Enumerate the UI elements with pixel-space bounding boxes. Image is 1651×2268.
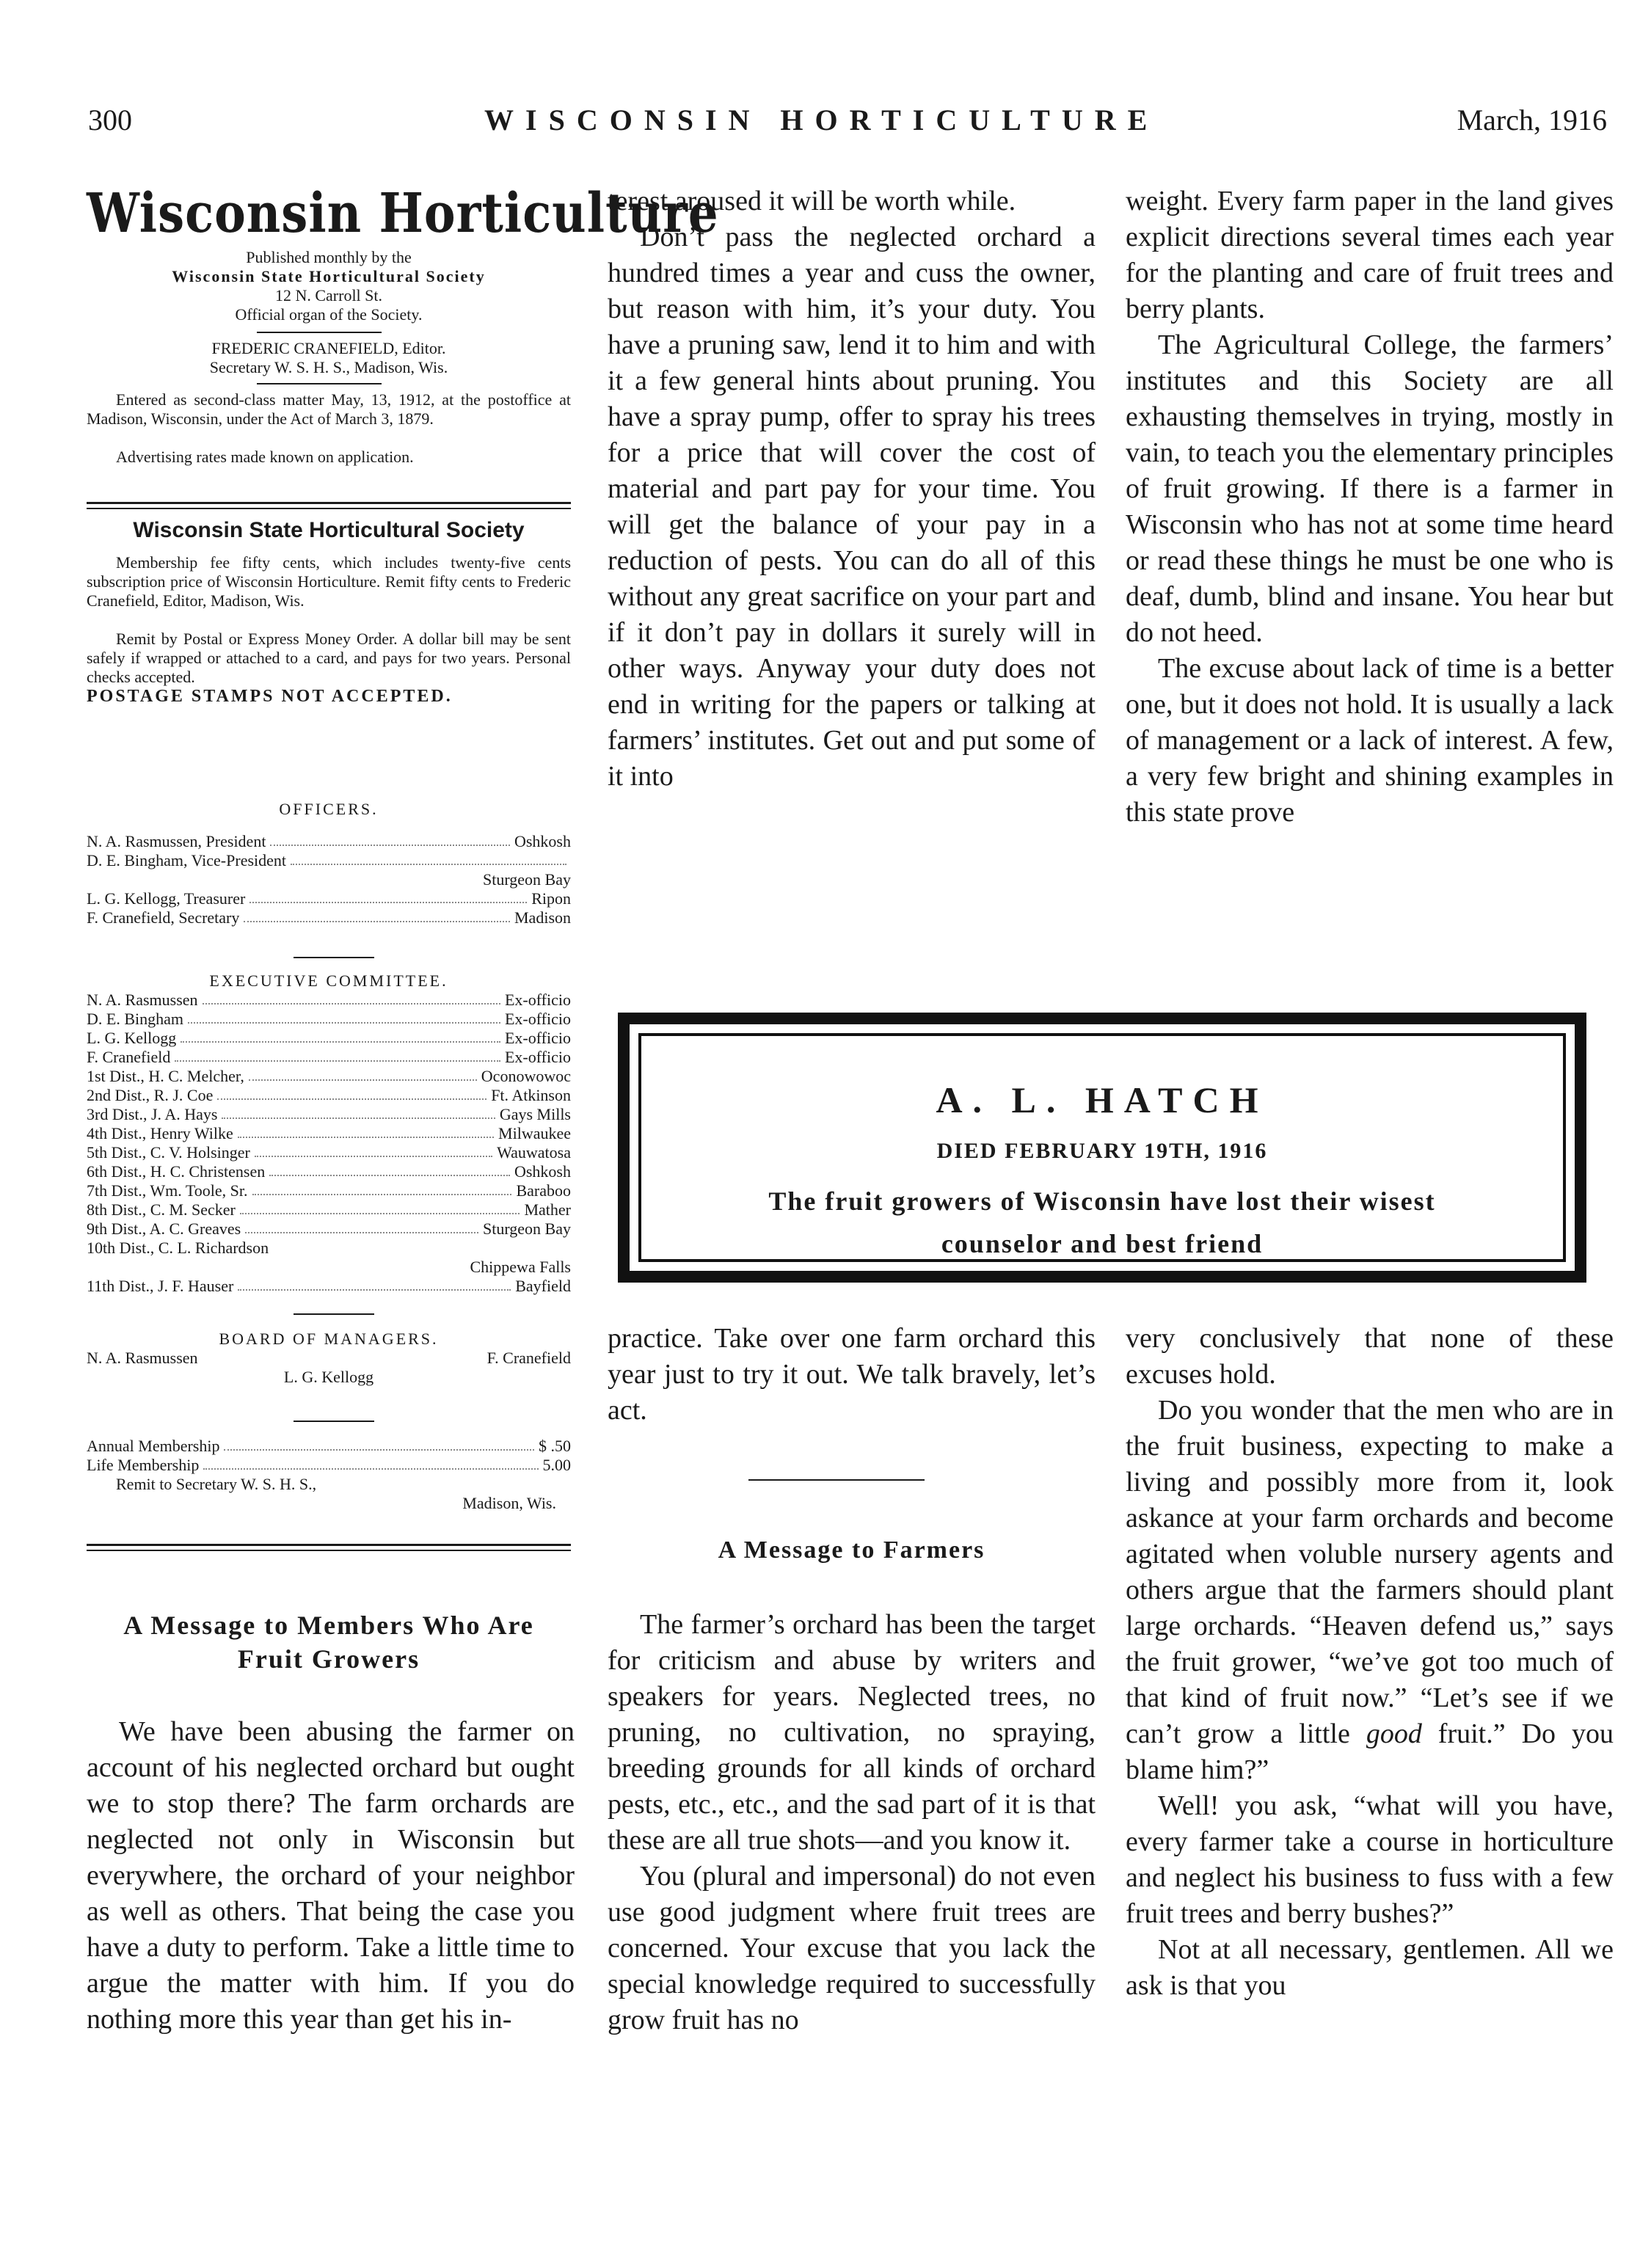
article1-continued bbox=[608, 183, 1096, 795]
advertising-notice: Advertising rates made known on application. bbox=[116, 448, 414, 466]
officers-list bbox=[87, 832, 571, 927]
board-list bbox=[87, 1349, 571, 1387]
masthead-title: Wisconsin Horticulture bbox=[87, 182, 719, 246]
officers-heading: OFFICERS. bbox=[279, 800, 379, 818]
fee-row: Life Membership 5.00 bbox=[87, 1456, 571, 1474]
board-center: L. G. Kellogg bbox=[283, 1368, 374, 1386]
article1-body bbox=[87, 1714, 575, 2038]
publisher-block bbox=[87, 248, 571, 324]
committee-row: D. E. Bingham Ex-officio bbox=[87, 1010, 571, 1028]
committee-row: 6th Dist., H. C. Christensen Oshkosh bbox=[87, 1162, 571, 1181]
committee-row: L. G. Kellogg Ex-officio bbox=[87, 1029, 571, 1047]
double-rule bbox=[87, 1550, 571, 1551]
memorial-name: A. L. HATCH bbox=[936, 1079, 1269, 1120]
article2-heading: A Message to Farmers bbox=[718, 1536, 985, 1564]
stamps-notice: POSTAGE STAMPS NOT ACCEPTED. bbox=[87, 687, 453, 706]
entered-notice: Entered as second-class matter May, 13, 1912, at the postoffice at Madison, Wisconsin, under the Act of March 3, 1879. bbox=[87, 390, 571, 428]
officer-row: N. A. Rasmussen, President Oshkosh bbox=[87, 832, 571, 850]
double-rule bbox=[87, 508, 571, 509]
officer-row: Sturgeon Bay bbox=[483, 870, 571, 889]
article1-paragraph: terest aroused it will be worth while. bbox=[608, 186, 1016, 216]
officer-row: L. G. Kellogg, Treasurer Ripon bbox=[87, 889, 571, 908]
officer-row: D. E. Bingham, Vice-President bbox=[87, 851, 571, 870]
article2-paragraph: weight. Every farm paper in the land gives explicit directions several times each year for the planting and care of fruit trees and berry plants. bbox=[1126, 186, 1614, 324]
society-name-line: Wisconsin State Horticultural Society bbox=[172, 267, 486, 285]
article2-paragraph: Not at all necessary, gentlemen. All we ask is that you bbox=[1126, 1934, 1614, 2001]
committee-row: Chippewa Falls bbox=[470, 1258, 571, 1276]
memorial-date: DIED FEBRUARY 19TH, 1916 bbox=[936, 1139, 1268, 1163]
committee-row: 2nd Dist., R. J. Coe Ft. Atkinson bbox=[87, 1086, 571, 1104]
memorial-notice bbox=[618, 1013, 1586, 1283]
committee-row: 5th Dist., C. V. Holsinger Wauwatosa bbox=[87, 1143, 571, 1162]
divider bbox=[257, 332, 382, 333]
committee-row: 7th Dist., Wm. Toole, Sr. Baraboo bbox=[87, 1181, 571, 1200]
article1-end bbox=[608, 1321, 1096, 1429]
article2-continued bbox=[1126, 183, 1614, 831]
committee-row: 11th Dist., J. F. Hauser Bayfield bbox=[87, 1277, 571, 1295]
committee-row: N. A. Rasmussen Ex-officio bbox=[87, 991, 571, 1009]
article1-paragraph: We have been abusing the farmer on account of his neglected orchard but ought we to stop there? The farm orchards are neglected not only in Wisconsin but everywhere, the orchard of your neighbor as well as others. That being the case you have a duty to perform. Take a little time to argue the matter with him. If you do nothing more this year than get his in- bbox=[87, 1716, 575, 2035]
fee-remit: Remit to Secretary W. S. H. S., bbox=[116, 1475, 317, 1493]
page-number: 300 bbox=[88, 103, 132, 136]
divider bbox=[257, 383, 382, 384]
editor-block bbox=[87, 339, 571, 377]
board-row: N. A. Rasmussen F. Cranefield bbox=[87, 1349, 571, 1367]
published-line: Published monthly by the bbox=[246, 248, 412, 266]
memorial-inner-border bbox=[638, 1033, 1566, 1262]
article2-paragraph: Do you wonder that the men who are in the fruit business, expecting to make a living and possibly more from it, look askance at your farm orchards and become agitated when voluble nursery agents and others argue that the farmers should plant large orchards. “Heaven defend us,” says the fruit grower, “we’ve got too much of that kind of fruit now.” “Let’s see if we can’t grow a little good fruit.” Do you blame him?” bbox=[1126, 1395, 1614, 1785]
issue-date: March, 1916 bbox=[1457, 103, 1607, 136]
committee-row: 3rd Dist., J. A. Hays Gays Mills bbox=[87, 1105, 571, 1123]
article2-paragraph: You (plural and impersonal) do not even use good judgment where fruit trees are concerned. Your excuse that you lack the special knowledge required to successfully grow fruit has no bbox=[608, 1861, 1096, 2035]
committee-row: 9th Dist., A. C. Greaves Sturgeon Bay bbox=[87, 1219, 571, 1238]
article2-paragraph: The excuse about lack of time is a better one, but it does not hold. It is usually a lack of management or a lack of interest. A few, a very few bright and shining examples in this state prove bbox=[1126, 653, 1614, 828]
article1-paragraph: practice. Take over one farm orchard this year just to try it out. We talk bravely, let’s act. bbox=[608, 1323, 1096, 1426]
committee-row: 4th Dist., Henry Wilke Milwaukee bbox=[87, 1124, 571, 1142]
article2-end bbox=[1126, 1321, 1614, 2004]
fees-block bbox=[87, 1437, 571, 1513]
article2-body bbox=[608, 1607, 1096, 2038]
article1-paragraph: Don’t pass the neglected orchard a hundred times a year and cuss the owner, but reason with him, it’s your duty. You have a pruning saw, lend it to him and with it a few general hints about pruning. You have a spray pump, offer to spray his trees for a price that will cover the cost of material and part pay for your time. You will get the balance of your pay in a reduction of pests. You can do all of this without any great sacrifice on your part and if it don’t pay in dollars it surely will in other ways. Anyway your duty does not end in writing for the papers or talking at farmers’ institutes. Get out and put some of it into bbox=[608, 222, 1096, 792]
memorial-message: The fruit growers of Wisconsin have lost their wisest counselor and best friend bbox=[768, 1186, 1436, 1258]
board-heading: BOARD OF MANAGERS. bbox=[219, 1330, 439, 1348]
committee-row: F. Cranefield Ex-officio bbox=[87, 1048, 571, 1066]
article2-paragraph: Well! you ask, “what will you have, every farmer take a course in horticulture and neglect his business to fuss with a few fruit trees and berry bushes?” bbox=[1126, 1790, 1614, 1929]
article1-heading: A Message to Members Who Are Fruit Growers bbox=[123, 1611, 534, 1674]
divider bbox=[294, 1313, 374, 1315]
executive-heading: EXECUTIVE COMMITTEE. bbox=[209, 971, 448, 990]
article2-paragraph: The Agricultural College, the farmers’ institutes and this Society are all exhausting themselves in trying, mostly in vain, to teach you the elementary principles of fruit growing. If there is a farmer in Wisconsin who has not at some time heard or read these things he must be one who is deaf, dumb, blind and insane. You hear but do not heed. bbox=[1126, 329, 1614, 648]
address-line: 12 N. Carroll St. bbox=[274, 286, 383, 305]
remit-text: Remit by Postal or Express Money Order. A dollar bill may be sent safely if wrapped or attached to a card, and pays for two years. Personal checks accepted. bbox=[87, 630, 571, 686]
double-rule bbox=[87, 502, 571, 504]
organ-line: Official organ of the Society. bbox=[235, 305, 423, 324]
divider bbox=[748, 1479, 925, 1481]
officer-row: F. Cranefield, Secretary Madison bbox=[87, 908, 571, 927]
committee-row: 8th Dist., C. M. Secker Mather bbox=[87, 1200, 571, 1219]
membership-text: Membership fee fifty cents, which includes twenty-five cents subscription price of Wisconsin Horticulture. Remit fifty cents to Frederic Cranefield, Editor, Madison, Wis. bbox=[87, 553, 571, 610]
article2-paragraph: very conclusively that none of these excuses hold. bbox=[1126, 1323, 1614, 1390]
secretary-line: Secretary W. S. H. S., Madison, Wis. bbox=[209, 358, 448, 376]
fee-remit-city: Madison, Wis. bbox=[462, 1494, 556, 1512]
committee-row: 1st Dist., H. C. Melcher, Oconowowoc bbox=[87, 1067, 571, 1085]
divider bbox=[294, 1421, 374, 1422]
divider bbox=[294, 957, 374, 958]
running-title: WISCONSIN HORTICULTURE bbox=[484, 103, 1159, 136]
society-heading: Wisconsin State Horticultural Society bbox=[133, 518, 525, 542]
editor-line: FREDERIC CRANEFIELD, Editor. bbox=[211, 339, 446, 357]
fee-row: Annual Membership $ .50 bbox=[87, 1437, 571, 1455]
executive-list bbox=[87, 991, 571, 1296]
double-rule bbox=[87, 1544, 571, 1546]
article2-paragraph: The farmer’s orchard has been the target for criticism and abuse by writers and speakers for years. Neglected trees, no pruning, no cultivation, no spraying, breeding grounds for all kinds of orchard pests, etc., etc., and the sad part of it is that these are all true shots—and you know it. bbox=[608, 1609, 1096, 1856]
committee-row: 10th Dist., C. L. Richardson bbox=[87, 1239, 269, 1257]
